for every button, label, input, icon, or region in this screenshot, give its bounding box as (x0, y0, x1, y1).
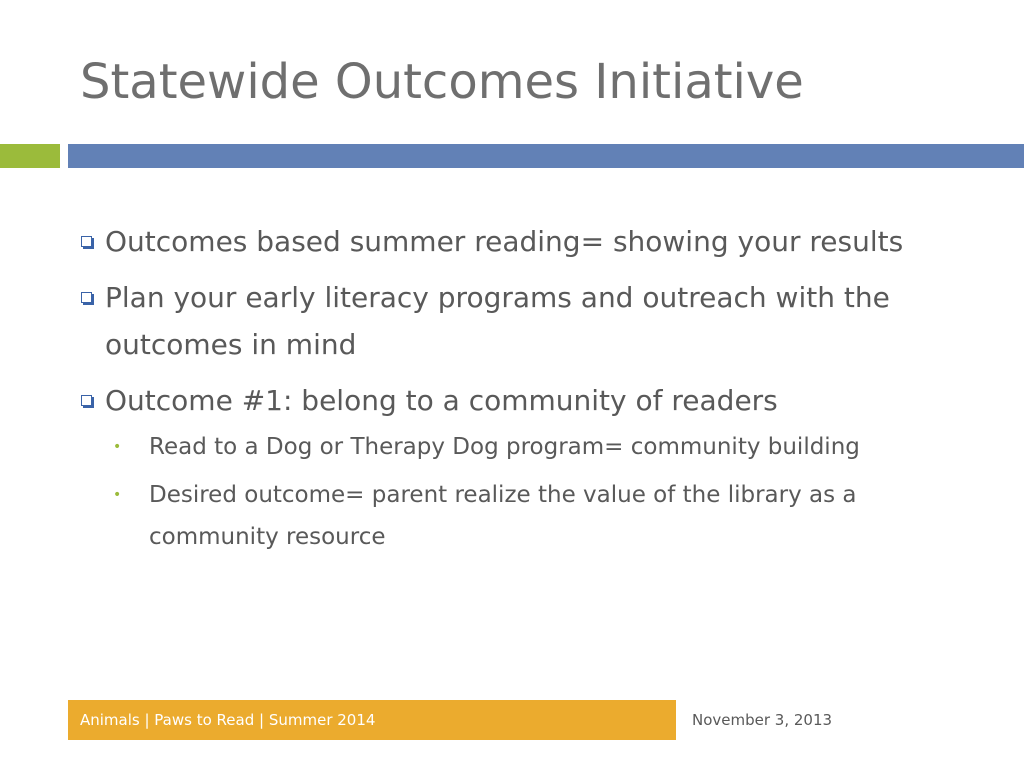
accent-bar-green (0, 144, 60, 168)
sub-bullet-text: Desired outcome= parent realize the value of the library as a community resource (149, 482, 857, 550)
slide-title: Statewide Outcomes Initiative (80, 54, 804, 110)
footer-date: November 3, 2013 (692, 711, 833, 729)
bullet-text: Outcomes based summer reading= showing your results (105, 225, 904, 258)
checkbox-bullet-icon (81, 395, 92, 406)
accent-bar-blue (68, 144, 1024, 168)
checkbox-bullet-icon (81, 236, 92, 247)
bullet-item (80, 218, 980, 265)
slide-content (80, 218, 980, 564)
bullet-item (80, 377, 980, 424)
dot-bullet-icon: • (113, 487, 122, 503)
sub-bullet-text: Read to a Dog or Therapy Dog program= community building (149, 434, 860, 460)
checkbox-bullet-icon (81, 292, 92, 303)
dot-bullet-icon: • (113, 439, 122, 455)
footer-left-text: Animals | Paws to Read | Summer 2014 (80, 711, 376, 729)
bullet-item (80, 274, 980, 368)
bullet-text: Outcome #1: belong to a community of readers (105, 384, 778, 417)
sub-bullet-item (80, 474, 969, 558)
bullet-text: Plan your early literacy programs and outreach with the outcomes in mind (105, 281, 890, 361)
sub-bullet-item (80, 426, 969, 468)
